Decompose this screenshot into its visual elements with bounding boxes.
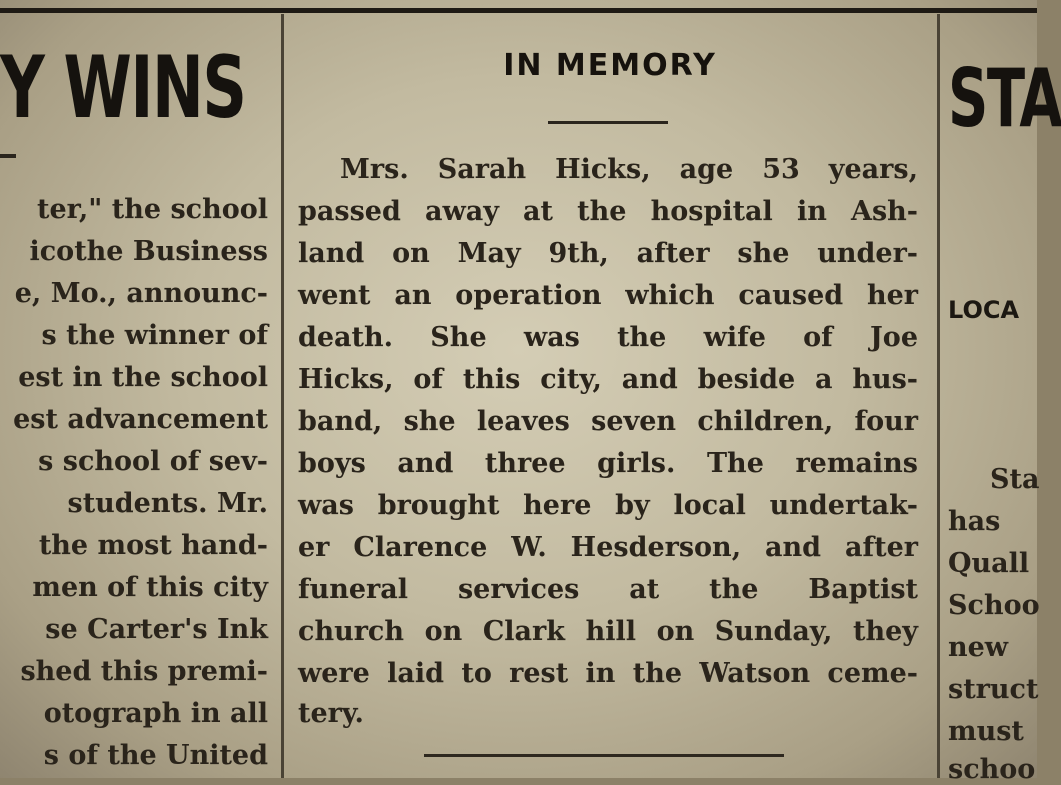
left-column-line: s the winner of	[41, 320, 268, 351]
left-column-line: s school of sev-	[38, 446, 268, 477]
left-column-line: shed this premi-	[20, 656, 268, 687]
article-line: Hicks, of this city, and beside a hus-	[298, 364, 918, 395]
article-line: church on Clark hill on Sunday, they	[298, 616, 918, 647]
left-column-line: ter," the school	[36, 194, 268, 225]
left-column-line: s of the United	[43, 740, 268, 771]
title-rule	[548, 121, 668, 124]
article-line: Mrs. Sarah Hicks, age 53 years,	[340, 154, 918, 185]
article-line: went an operation which caused her	[298, 280, 918, 311]
left-column-line: est advancement	[13, 404, 268, 435]
left-column-line: the most hand-	[38, 530, 268, 561]
right-column-line: has	[948, 506, 1001, 537]
right-column-line: schoo	[948, 754, 1036, 785]
article-line: funeral services at the Baptist	[298, 574, 918, 605]
left-column-line: students. Mr.	[67, 488, 268, 519]
left-column-line: men of this city	[32, 572, 268, 603]
right-column-line: must	[948, 716, 1024, 747]
right-column-line: new	[948, 632, 1009, 663]
headline-dash	[0, 154, 16, 158]
left-column-line: e, Mo., announc-	[14, 278, 268, 309]
column-divider-right	[937, 14, 940, 778]
left-column-line: est in the school	[18, 362, 268, 393]
top-rule	[0, 8, 1037, 13]
right-column-line: Quall	[948, 548, 1030, 579]
article-line: land on May 9th, after she under-	[298, 238, 918, 269]
left-headline: Y WINS	[0, 38, 246, 138]
right-column-line: Schoo	[948, 590, 1040, 621]
article-line: death. She was the wife of Joe	[298, 322, 918, 353]
article-end-rule	[424, 754, 784, 757]
article-line: band, she leaves seven children, four	[298, 406, 918, 437]
right-column-line: struct	[948, 674, 1039, 705]
article-line: passed away at the hospital in Ash-	[298, 196, 918, 227]
article-line: tery.	[298, 698, 364, 729]
left-column-line: icothe Business	[29, 236, 268, 267]
article-line: er Clarence W. Hesderson, and after	[298, 532, 918, 563]
article-line: was brought here by local undertak-	[298, 490, 918, 521]
article-line: boys and three girls. The remains	[298, 448, 918, 479]
left-column-line: otograph in all	[43, 698, 268, 729]
article-title: IN MEMORY	[503, 48, 717, 83]
right-column-line: Sta	[990, 464, 1040, 495]
column-divider-left	[281, 14, 284, 778]
right-subhead: LOCA	[948, 296, 1020, 324]
right-headline: STA	[948, 52, 1061, 145]
article-line: were laid to rest in the Watson ceme-	[298, 658, 918, 689]
left-column-line: se Carter's Ink	[45, 614, 268, 645]
